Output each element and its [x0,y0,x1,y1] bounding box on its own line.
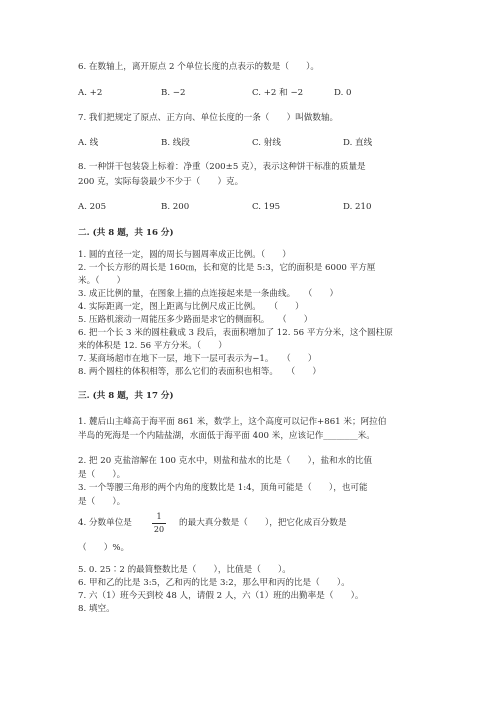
section-3-q3-line2: 是（ ）。 [78,497,126,507]
question-8-stem-line2: 200 克，实际每袋最少不少于（ ）克。 [78,177,244,187]
q7-option-b: B. 线段 [161,138,190,148]
fraction-bar [152,523,166,524]
section-3-q2-line1: 2. 把 20 克盐溶解在 100 克水中，则盐和盐水的比是（ ），盐和水的比值 [78,456,373,466]
q7-option-c: C. 射线 [252,138,281,148]
section-3-q1-line2: 半岛的死海是一个内陆盐湖，水面低于海平面 400 米，应该记作________米。 [78,431,375,441]
section-3-q8: 8. 填空。 [78,604,115,614]
fraction-denominator: 20 [153,525,165,534]
fraction-numerator: 1 [156,512,162,521]
section-2-item-4: 4. 实际距离一定，图上距离与比例尺成正比例。 （ ） [78,302,304,312]
section-3-q4-suffix: 的最大真分数是（ ），把它化成百分数是 [179,518,347,528]
section-3-q7: 7. 六（1）班今天到校 48 人，请假 2 人，六（1）班的出勤率是（ ）。 [78,591,364,601]
q8-option-d: D. 210 [343,202,372,212]
section-2-item-5: 5. 压路机滚动一周能压多少路面是求它的侧面积。 （ ） [78,315,313,325]
q7-option-d: D. 直线 [343,138,373,148]
section-2-item-1: 1. 圆的直径一定，圆的周长与圆周率成正比例。（ ） [78,250,291,260]
section-2-item-2-line2: 米。（ ） [78,276,126,286]
q6-option-c: C. +2 和 −2 [252,88,304,98]
fraction-one-twentieth [152,512,166,535]
section-3-q4-prefix: 4. 分数单位是 [78,518,132,528]
section-2-item-2-line1: 2. 一个长方形的周长是 160㎝，长和宽的比是 5:3，它的面积是 6000 平方厘 [78,263,376,273]
section-2-item-7: 7. 某商场超市在地下一层，地下一层可表示为−1。 （ ） [78,354,317,364]
q8-option-b: B. 200 [161,202,190,212]
section-3-q4-line2: （ ）%。 [78,543,130,553]
question-7-stem: 7. 我们把规定了原点、正方向、单位长度的一条（ ）叫做数轴。 [78,113,339,123]
section-2-item-8: 8. 两个圆柱的体积相等，那么它们的表面积也相等。 （ ） [78,367,321,377]
section-2-heading: 二. (共 8 题，共 16 分) [78,228,174,238]
section-3-q2-line2: 是（ ）。 [78,470,126,480]
section-2-item-6-line1: 6. 把一个长 3 米的圆柱截成 3 段后，表面积增加了 12. 56 平方分米，这个圆柱原 [78,328,393,338]
q6-option-d: D. 0 [334,88,352,98]
section-3-heading: 三. (共 8 题，共 17 分) [78,391,174,401]
section-3-q1-line1: 1. 麓后山主峰高于海平面 861 米，数学上，这个高度可以记作+861 米；阿拉伯 [78,417,387,427]
section-2-item-6-line2: 来的体积是 12. 56 平方分米。（ ） [78,341,227,351]
question-6-stem: 6. 在数轴上，离开原点 2 个单位长度的点表示的数是（ ）。 [78,62,320,72]
section-3-q6: 6. 甲和乙的比是 3:5，乙和丙的比是 3:2，那么甲和丙的比是（ ）。 [78,578,350,588]
section-3-q3-line1: 3. 一个等腰三角形的两个内角的度数比是 1:4，顶角可能是（ ），也可能 [78,483,368,493]
section-2-item-3: 3. 成正比例的量，在图象上描的点连接起来是一条曲线。 （ ） [78,289,339,299]
section-3-q5: 5. 0. 25∶2 的最简整数比是（ ），比值是（ ）。 [78,565,291,575]
q6-option-b: B. −2 [161,88,186,98]
q8-option-a: A. 205 [78,202,107,212]
question-8-stem-line1: 8. 一种饼干包装袋上标着：净重（200±5 克），表示这种饼干标准的质量是 [78,162,366,172]
q6-option-a: A. +2 [78,88,103,98]
q7-option-a: A. 线 [78,138,99,148]
q8-option-c: C. 195 [252,202,281,212]
